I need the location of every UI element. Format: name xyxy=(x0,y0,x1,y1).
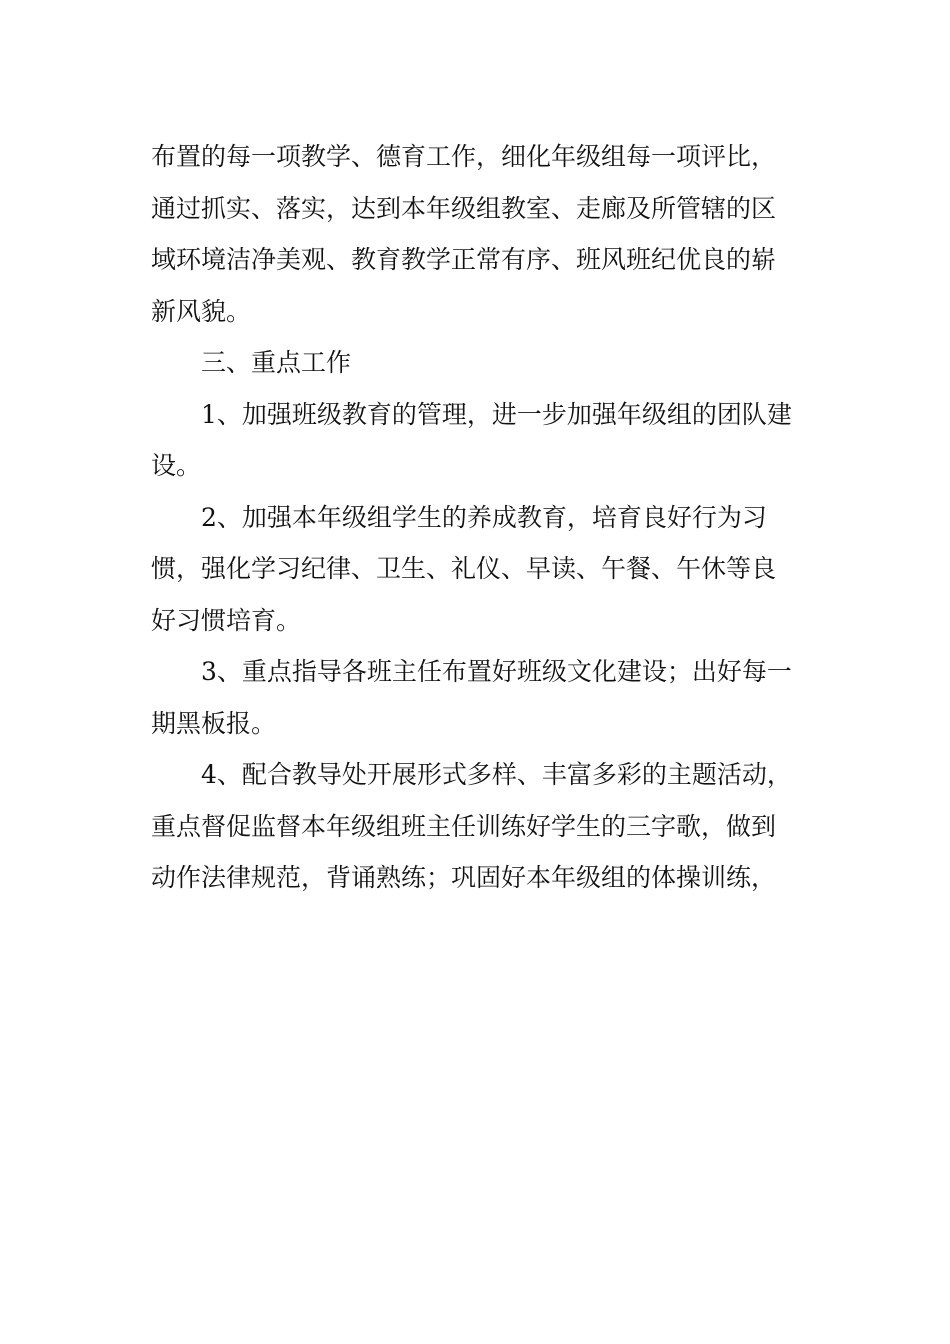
text-line: 4、配合教导处开展形式多样、丰富多彩的主题活动， xyxy=(201,760,792,789)
text-line: 期黑板报。 xyxy=(151,708,277,738)
text-line: 通过抓实、落实，达到本年级组教室、走廊及所管辖的区 xyxy=(151,193,777,223)
text-line: 动作法律规范，背诵熟练；巩固好本年级组的体操训练， xyxy=(151,863,777,892)
text-line: 3、重点指导各班主任布置好班级文化建设；出好每一 xyxy=(201,657,792,686)
text-line: 重点督促监督本年级组班主任训练好学生的三字歌，做到 xyxy=(151,811,777,841)
document-body xyxy=(151,131,811,904)
section-heading: 三、重点工作 xyxy=(201,348,352,377)
text-line: 布置的每一项教学、德育工作，细化年级组每一项评比， xyxy=(151,142,777,171)
text-line: 设。 xyxy=(151,451,202,480)
text-line: 惯，强化学习纪律、卫生、礼仪、早读、午餐、午休等良 xyxy=(151,554,777,583)
text-line: 新风貌。 xyxy=(151,296,252,326)
text-line: 2、加强本年级组学生的养成教育，培育良好行为习 xyxy=(201,502,767,532)
text-line: 好习惯培育。 xyxy=(151,605,302,635)
text-line: 1、加强班级教育的管理，进一步加强年级组的团队建 xyxy=(201,399,792,429)
text-line: 域环境洁净美观、教育教学正常有序、班风班纪优良的崭 xyxy=(151,245,777,274)
